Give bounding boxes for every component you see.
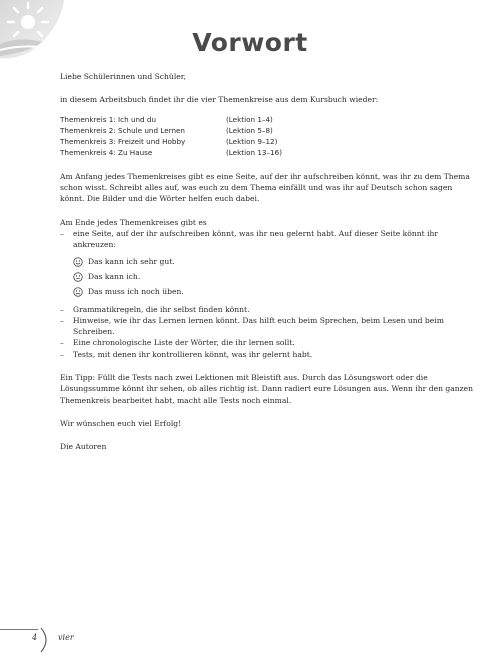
themenkreis-row bbox=[60, 147, 475, 158]
list-item-text: eine Seite, auf der ihr aufschreiben könnt, was ihr neu gelernt habt. Auf dieser Seite könnt ihr ankreuzen: bbox=[73, 228, 439, 250]
list-item bbox=[60, 304, 475, 315]
dash-bullet: – bbox=[60, 228, 64, 238]
themenkreis-name: Themenkreis 2: Schule und Lernen bbox=[60, 125, 185, 135]
self-assessment-scale bbox=[60, 255, 475, 300]
sad-face-icon bbox=[73, 287, 83, 297]
themenkreis-lektion: (Lektion 13–16) bbox=[226, 148, 283, 158]
page-arc-ornament bbox=[38, 627, 52, 653]
dash-bullet: – bbox=[60, 338, 64, 348]
dash-bullet: – bbox=[60, 304, 64, 314]
ende-list bbox=[60, 217, 475, 360]
neutral-face-icon bbox=[73, 272, 83, 282]
signature: Die Autoren bbox=[60, 442, 107, 452]
list-item-text: Eine chronologische Liste der Wörter, die ihr lernen sollt. bbox=[73, 338, 295, 348]
smiley-row bbox=[73, 285, 475, 300]
list-item bbox=[60, 349, 475, 360]
preface-body bbox=[60, 71, 475, 465]
smiley-label: Das kann ich sehr gut. bbox=[88, 257, 175, 267]
themenkreis-name: Themenkreis 3: Freizeit und Hobby bbox=[60, 137, 186, 147]
themenkreis-name: Themenkreis 1: Ich und du bbox=[60, 114, 157, 124]
greeting: Liebe Schülerinnen und Schüler, bbox=[60, 72, 186, 81]
list-item-text: Tests, mit denen ihr kontrollieren könnt, was ihr gelernt habt. bbox=[73, 349, 313, 359]
themenkreis-lektion: (Lektion 9–12) bbox=[226, 137, 278, 147]
list-item bbox=[60, 228, 475, 251]
footer-rule bbox=[0, 629, 38, 630]
page-number: 4 bbox=[32, 633, 38, 642]
list-item bbox=[60, 337, 475, 348]
themenkreis-name: Themenkreis 4: Zu Hause bbox=[60, 148, 153, 158]
dash-bullet: – bbox=[60, 349, 64, 359]
smiley-label: Das kann ich. bbox=[88, 272, 141, 282]
themenkreis-row bbox=[60, 114, 475, 125]
themenkreis-row bbox=[60, 125, 475, 136]
intro-paragraph: in diesem Arbeitsbuch findet ihr die vier Themenkreise aus dem Kursbuch wieder: bbox=[60, 95, 379, 105]
page-title: Vorwort bbox=[192, 28, 308, 57]
list-item-text: Grammatikregeln, die ihr selbst finden könnt. bbox=[73, 304, 250, 314]
closing-wish: Wir wünschen euch viel Erfolg! bbox=[60, 418, 182, 428]
list-item bbox=[60, 315, 475, 338]
themenkreis-lektion: (Lektion 1–4) bbox=[226, 114, 273, 124]
page-footer bbox=[0, 624, 500, 654]
page-number-word: vier bbox=[58, 633, 74, 642]
themenkreis-list bbox=[60, 114, 475, 159]
dash-bullet: – bbox=[60, 315, 64, 325]
smiley-row bbox=[73, 255, 475, 270]
ende-intro: Am Ende jedes Themenkreises gibt es bbox=[60, 217, 207, 227]
smiley-label: Das muss ich noch üben. bbox=[88, 287, 184, 297]
happy-face-icon bbox=[73, 257, 83, 267]
anfang-paragraph: Am Anfang jedes Themenkreises gibt es eine Seite, auf der ihr aufschreiben könnt, was ihr zu dem Thema schon wisst. Schreibt alles auf, was euch zu dem Thema einfällt und was ihr auf Deutsch schon sagen könnt. Die Bilder und die Wörter helfen euch dabei. bbox=[60, 171, 470, 204]
themenkreis-lektion: (Lektion 5–8) bbox=[226, 125, 273, 135]
themenkreis-row bbox=[60, 136, 475, 147]
smiley-row bbox=[73, 270, 475, 285]
tipp-paragraph: Ein Tipp: Füllt die Tests nach zwei Lektionen mit Bleistift aus. Durch das Lösungswort oder die Lösungssumme könnt ihr sehen, ob alles richtig ist. Dann radiert eure Lösungen aus. Wenn ihr den ganzen Themenkreis bearbeitet habt, macht alle Tests noch einmal. bbox=[60, 373, 474, 405]
list-item-text: Hinweise, wie ihr das Lernen lernen könnt. Das hilft euch beim Sprechen, beim Lesen und beim Schreiben. bbox=[73, 315, 444, 337]
